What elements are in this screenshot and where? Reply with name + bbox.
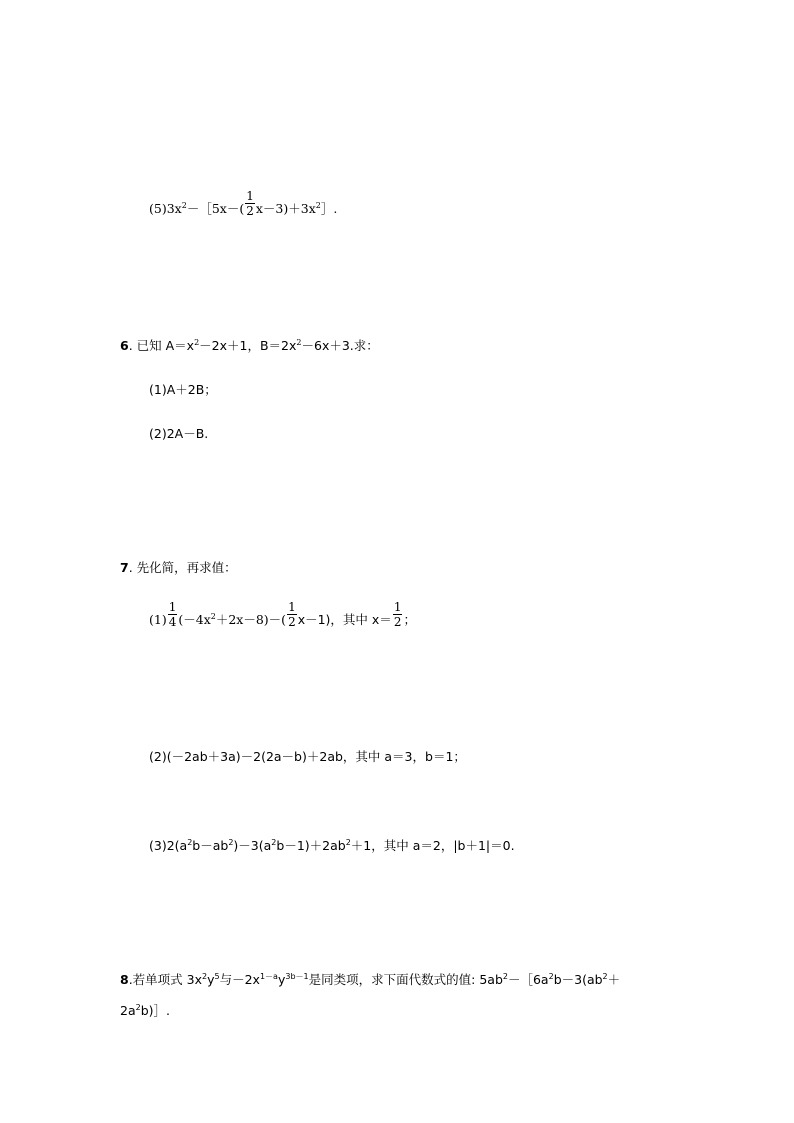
q7-number: 7 [120,560,129,575]
q6-prompt: 6. 已知 $A=x^2-2x+1$，$B=2x^2-6x+3$.求： [120,337,379,353]
q7-prompt: 7. 先化简，再求值： [120,560,237,575]
q7-part3-expression: $(3)2(a^2b-ab^2)-3(a^2b-1)+2ab^2+1$，其中 a＝2，|b＋1|＝0. [149,837,515,853]
q5-part5-expression: $(5)3x^2-[5x-$( $\frac{1}{2}$ $x-3)+3x^2]$. [149,189,338,218]
q8-prompt-line1: 8.若单项式 $3x^2y^5$与$-2x^{1-a}y^{3b-1}$是同类项，求下面代数式的值: $5ab^2-[6a^2b-3(ab^2+$ [120,971,621,987]
q6-part2: (2)2A－B. [149,426,209,441]
q5-part5-label: (5) [149,201,167,216]
fraction-one-quarter: $\frac{1}{4}$ [168,600,177,629]
q6-part1: (1)A＋2B； [149,382,217,397]
q7-part2-expression: (2)(－2ab＋3a)－2(2a－b)＋2ab，其中 a＝3，b＝1； [149,749,466,764]
q6-number: 6 [120,338,129,353]
q8-prompt-line2: $2a^2b)]$. [120,1002,171,1018]
fraction-one-half: $\frac{1}{2}$ [393,600,402,629]
q7-part1-expression: (1) $\frac{1}{4}$ $(-4x^2+2x-8)-$( $\frac{1}{2}$ x－1)，其中 x＝ $\frac{1}{2}$ ； [149,600,416,629]
fraction-one-half: $\frac{1}{2}$ [288,600,296,629]
q8-number: 8 [120,972,129,987]
fraction-one-half: $\frac{1}{2}$ [246,189,254,218]
